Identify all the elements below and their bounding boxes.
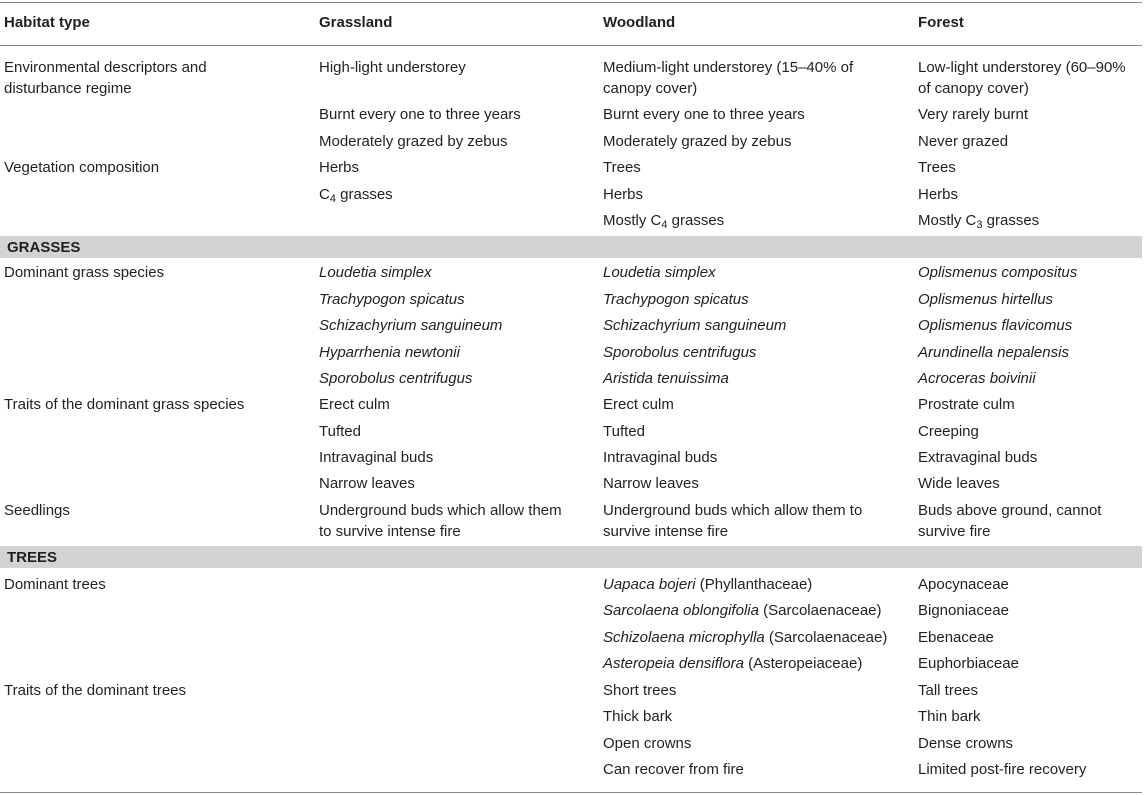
forest-cell: Buds above ground, cannot survive fire	[918, 502, 1102, 540]
forest-cell: Low-light understorey (60–90% of canopy cover)	[918, 59, 1126, 97]
woodland-cell: Thick bark	[603, 708, 673, 725]
grassland-cell: Hyparrhenia newtonii	[319, 344, 460, 361]
habitat-cell: Seedlings	[4, 502, 70, 519]
column-header: Forest	[918, 14, 964, 31]
forest-cell: Creeping	[918, 423, 979, 440]
forest-cell: Wide leaves	[918, 475, 1000, 492]
section-title: TREES	[7, 549, 58, 566]
woodland-cell: Schizolaena microphylla (Sarcolaenaceae)	[603, 629, 888, 646]
woodland-cell: Loudetia simplex	[603, 264, 716, 281]
grassland-cell: Narrow leaves	[319, 475, 415, 492]
forest-cell: Thin bark	[918, 708, 981, 725]
habitat-cell: Vegetation composition	[4, 159, 160, 176]
forest-cell: Limited post-fire recovery	[918, 761, 1087, 778]
section-header	[0, 236, 1142, 258]
column-header: Habitat type	[4, 14, 90, 31]
woodland-cell: Trees	[603, 159, 641, 176]
forest-cell: Mostly $C_3$ grasses	[918, 212, 1040, 231]
forest-cell: Very rarely burnt	[918, 106, 1029, 123]
grassland-cell: Underground buds which allow them to survive intense fire	[319, 502, 562, 540]
woodland-cell: Burnt every one to three years	[603, 106, 805, 123]
woodland-cell: Aristida tenuissima	[603, 370, 729, 387]
woodland-cell: Herbs	[603, 186, 644, 203]
woodland-cell: Sarcolaena oblongifolia (Sarcolaenaceae)	[603, 602, 882, 619]
woodland-cell: Schizachyrium sanguineum	[603, 317, 787, 334]
forest-cell: Tall trees	[918, 682, 979, 699]
section-title: GRASSES	[7, 239, 81, 256]
woodland-cell: Underground buds which allow them to survive intense fire	[603, 502, 863, 540]
forest-cell: Oplismenus hirtellus	[918, 291, 1054, 308]
forest-cell: Arundinella nepalensis	[918, 344, 1069, 361]
column-header: Woodland	[603, 14, 676, 31]
woodland-cell: Sporobolus centrifugus	[603, 344, 757, 361]
habitat-cell: Dominant grass species	[4, 264, 165, 281]
forest-cell: Prostrate culm	[918, 396, 1015, 413]
grassland-cell: Herbs	[319, 159, 360, 176]
grassland-cell: Tufted	[319, 423, 361, 440]
column-header: Grassland	[319, 14, 393, 31]
woodland-cell: Moderately grazed by zebus	[603, 133, 792, 150]
habitat-cell: Traits of the dominant trees	[4, 682, 187, 699]
woodland-cell: Trachypogon spicatus	[603, 291, 749, 308]
habitat-cell: Traits of the dominant grass species	[4, 396, 245, 413]
forest-cell: Apocynaceae	[918, 576, 1009, 593]
grassland-cell: Loudetia simplex	[319, 264, 432, 281]
habitat-cell: Dominant trees	[4, 576, 106, 593]
woodland-cell: Narrow leaves	[603, 475, 699, 492]
habitat-cell: Environmental descriptors and disturbance regime	[4, 59, 207, 97]
forest-cell: Bignoniaceae	[918, 602, 1009, 619]
grassland-cell: Schizachyrium sanguineum	[319, 317, 503, 334]
grassland-cell: Intravaginal buds	[319, 449, 434, 466]
woodland-cell: Short trees	[603, 682, 677, 699]
woodland-cell: Mostly $C_4$ grasses	[603, 212, 725, 231]
grassland-cell: Burnt every one to three years	[319, 106, 521, 123]
woodland-cell: Open crowns	[603, 735, 692, 752]
forest-cell: Herbs	[918, 186, 959, 203]
forest-cell: Ebenaceae	[918, 629, 994, 646]
woodland-cell: Medium-light understorey (15–40% of canopy cover)	[603, 59, 854, 97]
forest-cell: Oplismenus compositus	[918, 264, 1078, 281]
forest-cell: Trees	[918, 159, 956, 176]
woodland-cell: Intravaginal buds	[603, 449, 718, 466]
section-header	[0, 546, 1142, 568]
woodland-cell: Asteropeia densiflora (Asteropeiaceae)	[603, 655, 863, 672]
grassland-cell: High-light understorey	[319, 59, 466, 76]
grassland-cell: Erect culm	[319, 396, 390, 413]
forest-cell: Acroceras boivinii	[918, 370, 1036, 387]
woodland-cell: Erect culm	[603, 396, 674, 413]
forest-cell: Never grazed	[918, 133, 1009, 150]
forest-cell: Extravaginal buds	[918, 449, 1038, 466]
grassland-cell: Sporobolus centrifugus	[319, 370, 473, 387]
woodland-cell: Tufted	[603, 423, 645, 440]
grassland-cell: Trachypogon spicatus	[319, 291, 465, 308]
forest-cell: Dense crowns	[918, 735, 1014, 752]
woodland-cell: Can recover from fire	[603, 761, 744, 778]
grassland-cell: $C_4$ grasses	[319, 186, 393, 205]
woodland-cell: Uapaca bojeri (Phyllanthaceae)	[603, 576, 813, 593]
forest-cell: Euphorbiaceae	[918, 655, 1019, 672]
bottom-rule	[0, 792, 1142, 793]
header-rule	[0, 45, 1142, 46]
grassland-cell: Moderately grazed by zebus	[319, 133, 508, 150]
forest-cell: Oplismenus flavicomus	[918, 317, 1073, 334]
top-rule	[0, 2, 1142, 3]
